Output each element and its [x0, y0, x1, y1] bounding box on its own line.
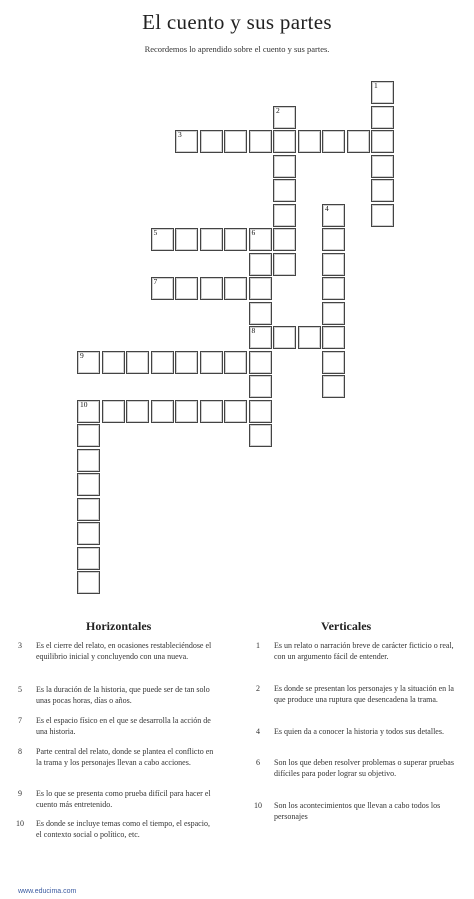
crossword-cell[interactable]: [77, 449, 100, 472]
crossword-cell[interactable]: [371, 130, 394, 153]
clue-number-label: 5: [153, 228, 158, 237]
crossword-cell[interactable]: [200, 228, 223, 251]
verticales-heading: Verticales: [321, 619, 372, 633]
clue-v-1: [252, 640, 466, 683]
horizontales-heading: Horizontales: [86, 619, 152, 633]
crossword-cell[interactable]: [273, 179, 296, 202]
crossword-cell[interactable]: [77, 400, 100, 423]
clue-v-2: [252, 683, 466, 726]
verticales-clue-list: [252, 640, 466, 823]
clue-h-7: [14, 715, 214, 746]
crossword-cell[interactable]: [273, 106, 296, 129]
crossword-cell[interactable]: [273, 130, 296, 153]
footer-link[interactable]: www.educima.com: [18, 888, 77, 895]
clue-h-8: [14, 746, 214, 788]
crossword-cell[interactable]: [77, 571, 100, 594]
clue-number: 8: [18, 747, 22, 756]
clue-number: 1: [256, 641, 260, 650]
crossword-cell[interactable]: [322, 130, 345, 153]
crossword-cell[interactable]: [151, 351, 174, 374]
crossword-cell[interactable]: [224, 277, 247, 300]
crossword-cell[interactable]: [126, 351, 149, 374]
crossword-cell[interactable]: [224, 130, 247, 153]
clue-h-10: [14, 818, 214, 841]
crossword-cell[interactable]: [249, 400, 272, 423]
crossword-cell[interactable]: [273, 228, 296, 251]
clue-number-label: 9: [80, 350, 84, 360]
crossword-cell[interactable]: [273, 155, 296, 178]
crossword-cell[interactable]: [371, 204, 394, 227]
clue-number-label: 1: [374, 81, 378, 90]
crossword-cell[interactable]: [126, 400, 149, 423]
clue-number: 9: [18, 789, 22, 798]
clue-number: 2: [256, 684, 260, 693]
clue-text: Es lo que se presenta como prueba difícil para hacer el cuento más entretenido.: [36, 789, 211, 810]
clue-number: 5: [18, 685, 22, 694]
crossword-cell[interactable]: [77, 351, 100, 374]
crossword-cell[interactable]: [249, 253, 272, 276]
clue-number: 10: [254, 801, 262, 810]
crossword-cell[interactable]: [151, 228, 174, 251]
crossword-cell[interactable]: [77, 473, 100, 496]
clue-h-5: [14, 684, 214, 715]
crossword-cell[interactable]: [249, 375, 272, 398]
crossword-cell[interactable]: [273, 326, 296, 349]
clue-text: Es el cierre del relato, en ocasiones restableciéndose el equilibrio inicial y concluyendo con una nueva.: [36, 641, 212, 662]
crossword-cell[interactable]: [249, 130, 272, 153]
crossword-cell[interactable]: [151, 277, 174, 300]
crossword-cell[interactable]: [249, 351, 272, 374]
clue-text: Es un relato o narración breve de carácter ficticio o real, con un argumento fácil de entender.: [274, 641, 454, 662]
crossword-cell[interactable]: [224, 351, 247, 374]
clue-text: Es la duración de la historia, que puede ser de tan solo unas pocas horas, días o años.: [36, 685, 210, 706]
clue-text: Es donde se incluye temas como el tiempo, el espacio, el contexto social o político, etc.: [36, 819, 210, 840]
clue-v-10: [252, 800, 466, 823]
crossword-cell[interactable]: [322, 204, 345, 227]
crossword-cell[interactable]: [273, 253, 296, 276]
crossword-cell[interactable]: [322, 351, 345, 374]
clue-v-6: [252, 757, 466, 800]
clue-number: 4: [256, 727, 260, 736]
crossword-cell[interactable]: [249, 228, 272, 251]
crossword-cell[interactable]: [298, 130, 321, 153]
crossword-cell[interactable]: [151, 400, 174, 423]
crossword-cell[interactable]: [200, 400, 223, 423]
crossword-cell[interactable]: [200, 130, 223, 153]
clue-v-4: [252, 726, 466, 757]
clue-number-label: 6: [251, 228, 256, 237]
crossword-cell[interactable]: [322, 375, 345, 398]
crossword-cell[interactable]: [77, 498, 100, 521]
crossword-cell[interactable]: [200, 351, 223, 374]
crossword-cell[interactable]: [322, 326, 345, 349]
clue-text: Son los acontecimientos que llevan a cabo todos los personajes: [274, 801, 441, 822]
crossword-cell[interactable]: [347, 130, 370, 153]
crossword-cell[interactable]: [322, 302, 345, 325]
crossword-cell[interactable]: [371, 106, 394, 129]
page-subtitle: Recordemos lo aprendido sobre el cuento y sus partes.: [144, 44, 330, 54]
crossword-cell[interactable]: [102, 351, 125, 374]
crossword-cell[interactable]: [371, 155, 394, 178]
crossword-cell[interactable]: [175, 277, 198, 300]
crossword-cell[interactable]: [322, 228, 345, 251]
clue-text: Es donde se presentan los personajes y la situación en la que produce una ruptura que desencadena la trama.: [274, 684, 454, 705]
crossword-cell[interactable]: [273, 204, 296, 227]
clue-h-9: [14, 788, 214, 818]
crossword-cell[interactable]: [371, 81, 394, 104]
crossword-cell[interactable]: [102, 400, 125, 423]
crossword-cell[interactable]: [322, 277, 345, 300]
page-title: El cuento y sus partes: [142, 10, 332, 34]
crossword-cell[interactable]: [175, 130, 198, 153]
clue-number: 7: [18, 716, 22, 725]
clue-number-label: 2: [276, 105, 280, 115]
clue-number-label: 8: [251, 326, 256, 335]
clue-text: Parte central del relato, donde se plantea el conflicto en la trama y los personajes llevan a cabo acciones.: [36, 747, 214, 768]
crossword-cell[interactable]: [249, 424, 272, 447]
crossword-cell[interactable]: [175, 400, 198, 423]
crossword-cell[interactable]: [224, 228, 247, 251]
clue-text: Es el espacio físico en el que se desarrolla la acción de una historia.: [36, 716, 211, 737]
crossword-cell[interactable]: [249, 277, 272, 300]
crossword-cell[interactable]: [249, 326, 272, 349]
crossword-cell[interactable]: [322, 253, 345, 276]
crossword-cell[interactable]: [371, 179, 394, 202]
crossword-cell[interactable]: [175, 228, 198, 251]
clue-number-label: 7: [153, 277, 158, 286]
crossword-cell[interactable]: [200, 277, 223, 300]
clue-number: 6: [256, 758, 260, 767]
clue-number: 3: [18, 641, 22, 650]
horizontales-clue-list: [14, 640, 214, 841]
clue-text: Es quien da a conocer la historia y todos sus detalles.: [274, 727, 444, 736]
clue-number-label: 10: [80, 399, 88, 409]
clue-h-3: [14, 640, 214, 684]
crossword-cell[interactable]: [175, 351, 198, 374]
crossword-cell[interactable]: [77, 522, 100, 545]
clue-text: Son los que deben resolver problemas o superar pruebas difíciles para poder lograr su objetivo.: [274, 758, 454, 779]
crossword-cell[interactable]: [77, 547, 100, 570]
clue-number-label: 3: [178, 130, 182, 139]
clue-number: 10: [16, 819, 24, 828]
crossword-cell[interactable]: [298, 326, 321, 349]
crossword-cell[interactable]: [224, 400, 247, 423]
clue-number-label: 4: [325, 203, 329, 213]
crossword-cell[interactable]: [249, 302, 272, 325]
crossword-cell[interactable]: [77, 424, 100, 447]
